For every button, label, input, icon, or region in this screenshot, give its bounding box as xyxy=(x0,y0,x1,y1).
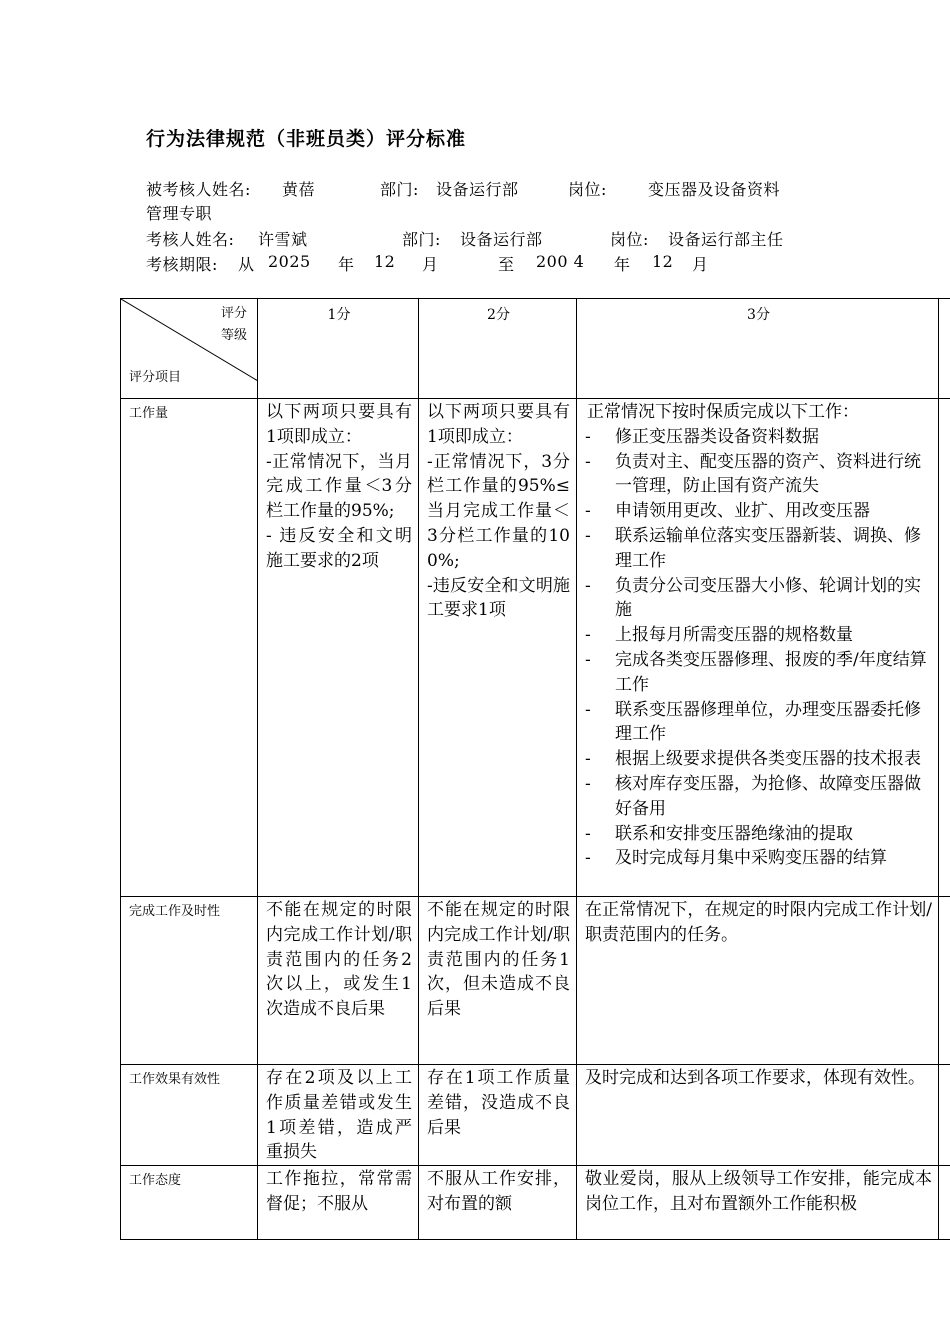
bullet-item xyxy=(585,822,932,847)
row-cell-score-3: 及时完成和达到各项工作要求，体现有效性。 xyxy=(577,1065,939,1166)
row-item-label: 工作态度 xyxy=(121,1166,258,1240)
row-cell-score-3: 在正常情况下，在规定的时限内完成工作计划/职责范围内的任务。 xyxy=(577,897,939,1065)
assessor-post: 设备运行部主任 xyxy=(668,230,784,249)
header-score-3: 3分 xyxy=(577,299,939,399)
period-to-year: 200 4 xyxy=(536,252,585,271)
bullet-item xyxy=(585,499,932,524)
row-cut-cell xyxy=(939,399,950,897)
bullet-item xyxy=(585,524,932,574)
bullet-item xyxy=(585,747,932,772)
bullet-dash: - xyxy=(585,501,591,522)
row-cell-score-3 xyxy=(577,399,939,897)
bullet-text: 负责对主、配变压器的资产、资料进行统一管理，防止国有资产流失 xyxy=(615,451,921,497)
bullet-dash: - xyxy=(585,525,591,546)
bullet-text: 完成各类变压器修理、报废的季/年度结算工作 xyxy=(615,649,927,695)
period-month-unit: 月 xyxy=(422,255,439,274)
assessor-dept-label: 部门: xyxy=(402,230,441,249)
period-from-month: 12 xyxy=(374,252,396,271)
bullet-text: 上报每月所需变压器的规格数量 xyxy=(615,625,853,646)
row-cell-score-1: 以下两项只要具有1项即成立： -正常情况下，当月完成工作量＜3分栏工作量的95%; - 违反安全和文明施工要求的2项 xyxy=(258,399,419,897)
assessor-dept: 设备运行部 xyxy=(460,230,543,249)
period-from: 从 xyxy=(238,255,255,274)
header-score-1: 1分 xyxy=(258,299,419,399)
assessee-name: 黄蓓 xyxy=(282,180,316,199)
table-row xyxy=(121,1166,950,1240)
bullet-item xyxy=(585,425,932,450)
score-3-intro: 正常情况下按时保质完成以下工作： xyxy=(587,402,859,422)
bullet-dash: - xyxy=(585,426,591,447)
row-item-label: 完成工作及时性 xyxy=(121,897,258,1065)
assessee-dept: 设备运行部 xyxy=(436,180,519,199)
table-row xyxy=(121,897,950,1065)
bullet-dash: - xyxy=(585,699,591,720)
header-cut-cell xyxy=(939,299,950,399)
bullet-dash: - xyxy=(585,625,591,646)
table-header-row xyxy=(121,299,950,399)
corner-item-label: 评分项目 xyxy=(129,370,182,386)
bullet-text: 核对库存变压器，为抢修、故障变压器做好备用 xyxy=(615,773,921,819)
assessee-post-continued: 管理专职 xyxy=(146,204,213,223)
row-cell-score-1: 不能在规定的时限内完成工作计划/职责范围内的任务2次以上，或发生1次造成不良后果 xyxy=(258,897,419,1065)
document-title: 行为法律规范（非班员类）评分标准 xyxy=(146,128,467,150)
assessee-dept-label: 部门: xyxy=(380,180,419,199)
bullet-text: 申请领用更改、业扩、用改变压器 xyxy=(615,501,870,522)
period-year-unit: 年 xyxy=(338,255,355,274)
assessee-post-label: 岗位: xyxy=(568,180,607,199)
row-item-label: 工作量 xyxy=(121,399,258,897)
bullet-item xyxy=(585,698,932,748)
bullet-dash: - xyxy=(585,848,591,869)
bullet-dash: - xyxy=(585,823,591,844)
row-item-label: 工作效果有效性 xyxy=(121,1065,258,1166)
bullet-text: 及时完成每月集中采购变压器的结算 xyxy=(615,848,887,869)
corner-grade-label: 评分等级 xyxy=(220,306,247,343)
row-cell-score-1: 存在2项及以上工作质量差错或发生1项差错，造成严重损失 xyxy=(258,1065,419,1166)
bullet-text: 修正变压器类设备资料数据 xyxy=(615,426,819,447)
assessee-post: 变压器及设备资料 xyxy=(648,180,781,199)
assessee-name-label: 被考核人姓名: xyxy=(146,180,251,199)
assessor-name-label: 考核人姓名: xyxy=(146,230,235,249)
bullet-text: 联系和安排变压器绝缘油的提取 xyxy=(615,823,853,844)
assessor-name: 许雪斌 xyxy=(258,230,308,249)
row-cut-cell xyxy=(939,1065,950,1166)
bullet-item xyxy=(585,772,932,822)
bullet-dash: - xyxy=(585,773,591,794)
bullet-item xyxy=(585,450,932,500)
corner-cell xyxy=(121,299,258,399)
row-cell-score-2: 存在1项工作质量差错，没造成不良后果 xyxy=(419,1065,577,1166)
bullet-text: 负责分公司变压器大小修、轮调计划的实施 xyxy=(615,575,921,621)
period-month-unit-2: 月 xyxy=(692,255,709,274)
bullet-item xyxy=(585,574,932,624)
score-3-bullet-list xyxy=(585,425,932,871)
row-cut-cell xyxy=(939,897,950,1065)
bullet-text: 联系运输单位落实变压器新装、调换、修理工作 xyxy=(615,525,921,571)
table-row xyxy=(121,1065,950,1166)
bullet-dash: - xyxy=(585,749,591,770)
bullet-dash: - xyxy=(585,451,591,472)
row-cell-score-2: 不能在规定的时限内完成工作计划/职责范围内的任务1次，但未造成不良后果 xyxy=(419,897,577,1065)
bullet-item xyxy=(585,846,932,871)
table-row xyxy=(121,399,950,897)
period-year-unit-2: 年 xyxy=(614,255,631,274)
row-cell-score-1: 工作拖拉，常常需督促；不服从 xyxy=(258,1166,419,1240)
period-to-month: 12 xyxy=(652,252,674,271)
header-score-2: 2分 xyxy=(419,299,577,399)
row-cell-score-2: 以下两项只要具有1项即成立： -正常情况下，3分栏工作量的95%≤当月完成工作量＜3分栏工作量的100%; -违反安全和文明施工要求1项 xyxy=(419,399,577,897)
row-cut-cell xyxy=(939,1166,950,1240)
scoring-table xyxy=(120,298,950,1240)
bullet-text: 联系变压器修理单位，办理变压器委托修理工作 xyxy=(615,699,921,745)
period-label: 考核期限: xyxy=(146,255,218,274)
bullet-item xyxy=(585,623,932,648)
period-from-year: 2025 xyxy=(268,252,311,271)
bullet-item xyxy=(585,648,932,698)
bullet-dash: - xyxy=(585,575,591,596)
row-cell-score-3: 敬业爱岗，服从上级领导工作安排，能完成本岗位工作，且对布置额外工作能积极 xyxy=(577,1166,939,1240)
row-cell-score-2: 不服从工作安排，对布置的额 xyxy=(419,1166,577,1240)
period-to: 至 xyxy=(498,255,515,274)
bullet-dash: - xyxy=(585,649,591,670)
bullet-text: 根据上级要求提供各类变压器的技术报表 xyxy=(615,749,921,770)
assessor-post-label: 岗位: xyxy=(610,230,649,249)
